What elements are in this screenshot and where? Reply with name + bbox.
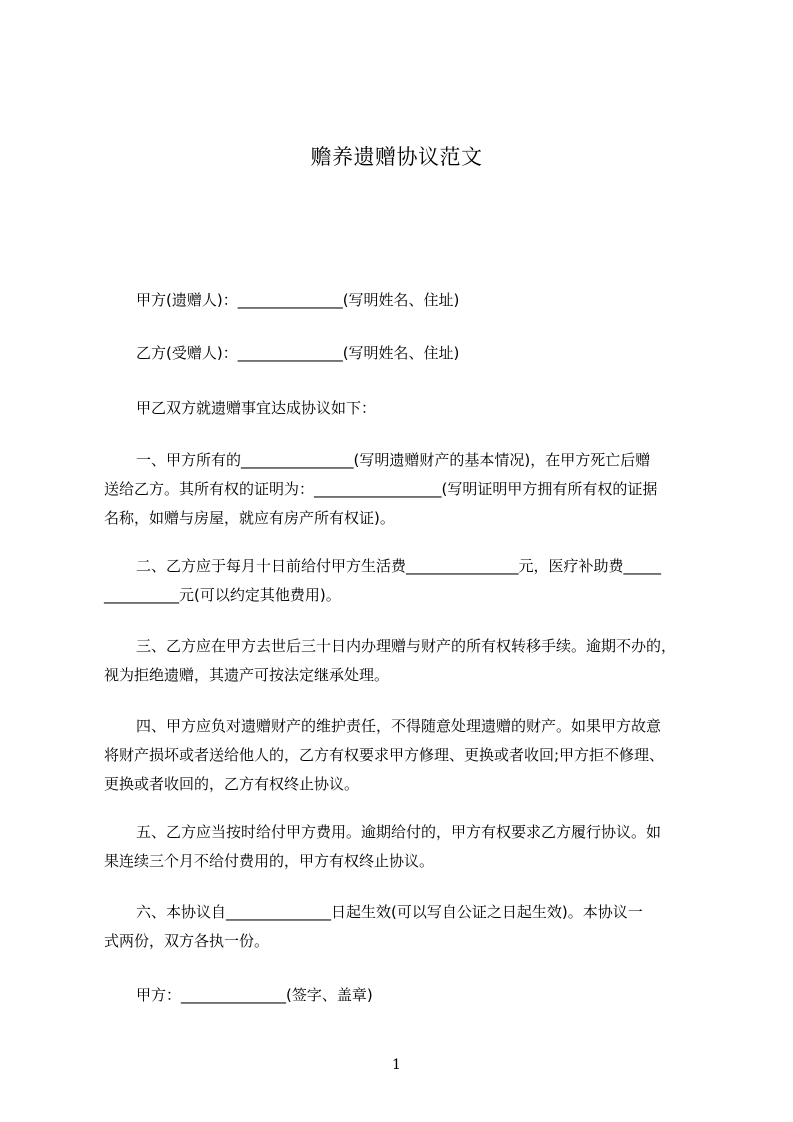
clause-1-paragraph [104, 446, 701, 533]
clause-4-line-3: 更换或者收回的，乙方有权终止协议。 [104, 775, 360, 793]
clause-4-line-1: 四、甲方应负对遗赠财产的维护责任，不得随意处理遗赠的财产。如果甲方故意 [136, 717, 662, 735]
clause-3-line-2: 视为拒绝遗赠，其遗产可按法定继承处理。 [104, 666, 390, 684]
page-number: 1 [392, 1057, 401, 1073]
clause-2-paragraph [104, 552, 701, 610]
clause-6-paragraph [104, 898, 701, 956]
document-title: 赡养遗赠协议范文 [310, 145, 483, 169]
clause-4-paragraph [104, 712, 701, 799]
clause-1-line-3: 名称，如赠与房屋，就应有房产所有权证)。 [104, 509, 395, 527]
clause-2-line-2: __________元(可以约定其他费用)。 [104, 586, 341, 604]
clause-1-line-2: 送给乙方。其所有权的证明为：_________________(写明证明甲方拥有所有权的证据 [104, 480, 658, 498]
party-a-line [104, 286, 701, 315]
clause-3-paragraph [104, 632, 701, 690]
signature-text: 甲方：______________(签字、盖章) [136, 986, 373, 1004]
signature-line [104, 981, 701, 1010]
party-a-text: 甲方(遗赠人)：______________(写明姓名、住址) [136, 291, 460, 309]
clause-6-line-2: 式两份，双方各执一份。 [104, 932, 270, 950]
clause-2-line-1: 二、乙方应于每月十日前给付甲方生活费_______________元，医疗补助费_____ [136, 557, 662, 575]
clause-3-line-1: 三、乙方应在甲方去世后三十日内办理赠与财产的所有权转移手续。逾期不办的， [136, 637, 677, 655]
clause-5-line-2: 果连续三个月不给付费用的，甲方有权终止协议。 [104, 852, 435, 870]
clause-5-line-1: 五、乙方应当按时给付甲方费用。逾期给付的，甲方有权要求乙方履行协议。如 [136, 823, 662, 841]
party-b-text: 乙方(受赠人)：______________(写明姓名、住址) [136, 344, 460, 362]
clause-4-line-2: 将财产损坏或者送给他人的，乙方有权要求甲方修理、更换或者收回;甲方拒不修理、 [104, 746, 665, 764]
party-b-line [104, 339, 701, 368]
intro-text: 甲乙双方就遗赠事宜达成协议如下： [136, 399, 377, 417]
clause-1-line-1: 一、甲方所有的_______________(写明遗赠财产的基本情况)，在甲方死亡后赠 [136, 451, 651, 469]
intro-paragraph [104, 394, 701, 423]
clause-6-line-1: 六、本协议自______________日起生效(可以写自公证之日起生效)。本协议一 [136, 903, 643, 921]
clause-5-paragraph [104, 818, 701, 876]
